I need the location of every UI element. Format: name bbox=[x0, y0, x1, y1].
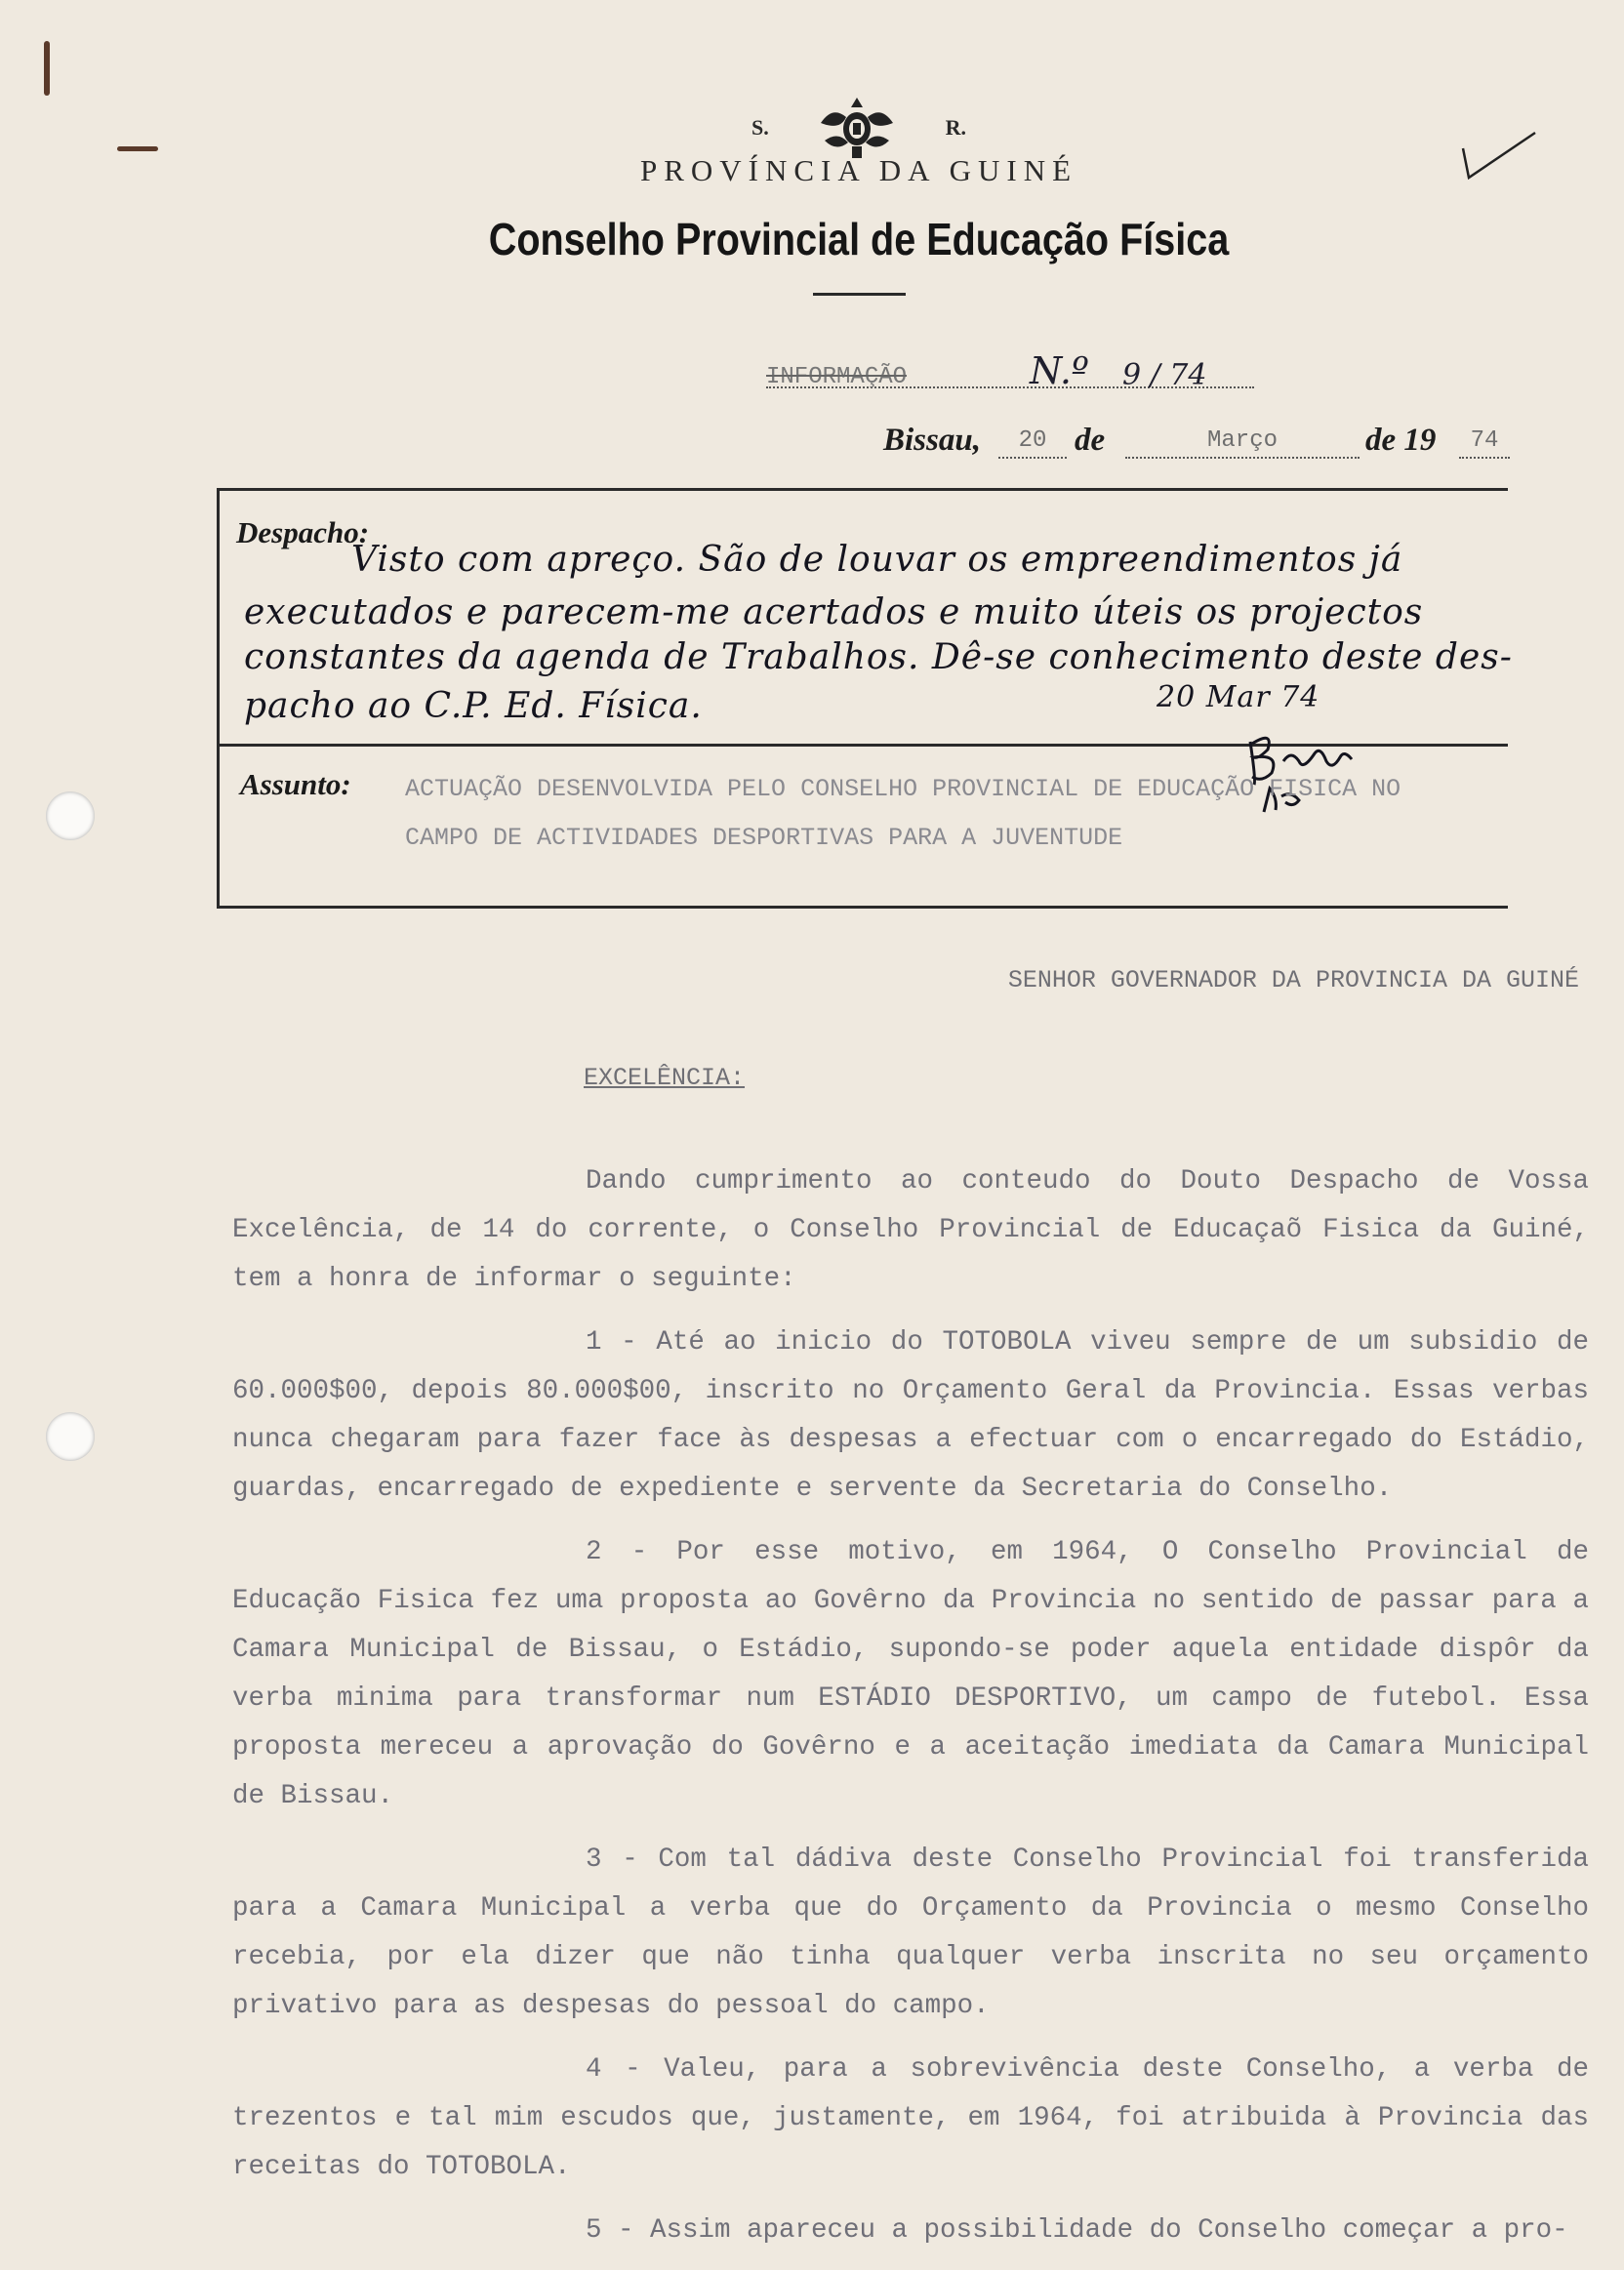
despacho-line: pacho ao C.P. Ed. Física. bbox=[244, 686, 703, 726]
letterhead-initials bbox=[751, 94, 966, 162]
body-paragraph: 1 - Até ao inicio do TOTOBOLA viveu sempre de um subsidio de 60.000$00, depois 80.000$00, inscrito no Orçamento Geral da Provincia. Essas verbas nunca chegaram para fazer face às despesas a efectuar com o encarregado do Estádio, guardas, encarregado de expediente e servente da Secretaria do Conselho. bbox=[232, 1327, 1589, 1504]
despacho-label: Despacho: bbox=[236, 515, 370, 549]
date-day: 20 bbox=[998, 427, 1067, 459]
body-paragraph: Dando cumprimento ao conteudo do Douto Despacho de Vossa Excelência, de 14 do corrente, o Conselho Provincial de Educaçaõ Fisica da Guiné, tem a honra de informar o seguinte: bbox=[232, 1166, 1589, 1294]
assunto-line: ACTUAÇÃO DESENVOLVIDA PELO CONSELHO PROVINCIAL DE EDUCAÇÃO FISICA NO bbox=[405, 775, 1401, 803]
assunto-line: CAMPO DE ACTIVIDADES DESPORTIVAS PARA A JUVENTUDE bbox=[405, 824, 1123, 852]
assunto-label: Assunto: bbox=[240, 767, 351, 801]
date-century: de 19 bbox=[1365, 423, 1437, 458]
salutation: EXCELÊNCIA: bbox=[584, 1064, 746, 1092]
punch-hole-top bbox=[46, 791, 95, 840]
date-city: Bissau, bbox=[883, 423, 981, 458]
left-initial: S. bbox=[751, 115, 769, 140]
body-paragraph: 4 - Valeu, para a sobrevivência deste Conselho, a verba de trezentos e tal mim escudos que, justamente, em 1964, foi atribuida à Provincia das receitas do TOTOBOLA. bbox=[232, 2054, 1589, 2182]
date-line bbox=[883, 420, 1508, 459]
information-number-line bbox=[766, 351, 1254, 392]
letter-body bbox=[232, 1157, 1589, 2270]
despacho-line: constantes da agenda de Trabalhos. Dê-se conhecimento deste des- bbox=[244, 637, 1513, 677]
despacho-line: Visto com apreço. São de louvar os empreendimentos já bbox=[351, 540, 1403, 580]
date-year: 74 bbox=[1459, 427, 1510, 459]
information-number: 9 / 74 bbox=[1122, 358, 1207, 392]
date-de: de bbox=[1075, 423, 1106, 458]
addressee: SENHOR GOVERNADOR DA PROVINCIA DA GUINÉ bbox=[1007, 966, 1579, 994]
coat-of-arms-icon bbox=[813, 94, 901, 162]
right-initial: R. bbox=[945, 115, 966, 140]
body-paragraph: 5 - Assim apareceu a possibilidade do Conselho começar a pro- bbox=[586, 2215, 1568, 2246]
information-label: INFORMAÇÃO bbox=[766, 364, 908, 390]
paper-stain bbox=[44, 41, 50, 96]
council-title: Conselho Provincial de Educação Física bbox=[488, 214, 1230, 264]
despacho-line: executados e parecem-me acertados e muito úteis os projectos bbox=[244, 592, 1424, 632]
punch-hole-bottom bbox=[46, 1412, 95, 1461]
body-paragraph: 3 - Com tal dádiva deste Conselho Provincial foi transferida para a Camara Municipal a verba que do Orçamento da Provincia o mesmo Conselho recebia, por ela dizer que não tinha qualquer verba inscrita no seu orçamento privativo para as despesas do pessoal do campo. bbox=[232, 1844, 1589, 2021]
date-month: Março bbox=[1125, 427, 1360, 459]
paper-stain bbox=[117, 146, 158, 151]
body-paragraph: 2 - Por esse motivo, em 1964, O Conselho Provincial de Educação Fisica fez uma proposta ao Govêrno da Provincia no sentido de passar para a Camara Municipal de Bissau, o Estádio, supondo-se poder aquela entidade dispôr da verba minima para transformar num ESTÁDIO DESPORTIVO, um campo de futebol. Essa proposta mereceu a aprovação do Govêrno e a aceitação imediata da Camara Municipal de Bissau. bbox=[232, 1537, 1589, 1811]
despacho-date-note: 20 Mar 74 bbox=[1157, 680, 1320, 714]
header-divider bbox=[813, 293, 906, 296]
province-title: PROVÍNCIA DA GUINÉ bbox=[639, 153, 1078, 187]
number-prefix: N.º bbox=[1030, 349, 1089, 392]
